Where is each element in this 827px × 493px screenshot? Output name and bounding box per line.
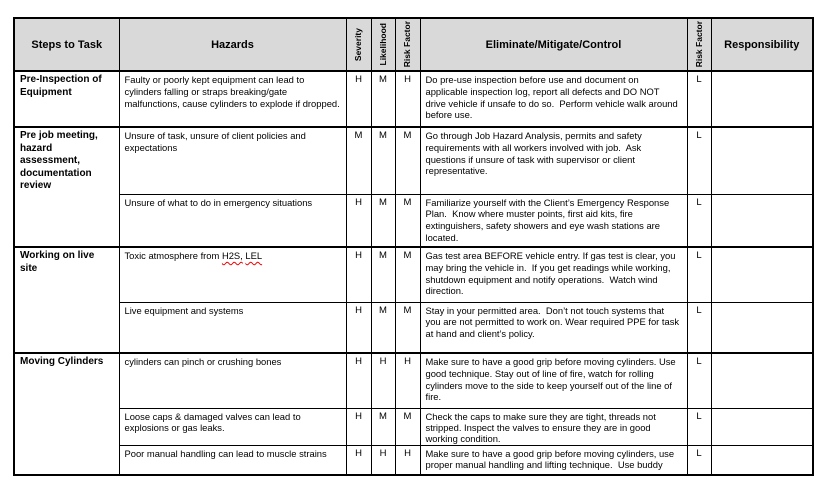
severity-cell: H (346, 194, 371, 247)
responsibility-cell (711, 445, 813, 475)
responsibility-cell (711, 408, 813, 445)
table-row (14, 445, 813, 475)
control-cell: Gas test area BEFORE vehicle entry. If gas test is clear, you may bring the vehicle in. If you get readings while working, shutdown equipment and notify operations. Watch wind direction. (420, 247, 687, 302)
severity-cell: H (346, 445, 371, 475)
col-header-hazards: Hazards (119, 18, 346, 71)
col-header-risk-factor-residual (687, 18, 711, 71)
col-header-steps-to-task: Steps to Task (14, 18, 119, 71)
steps-cell: Working on live site (14, 247, 119, 353)
residual-risk-factor-vertical-label: Risk Factor (693, 21, 704, 68)
likelihood-vertical-label: Likelihood (377, 23, 388, 66)
severity-cell: M (346, 127, 371, 194)
residual-risk-cell: L (687, 445, 711, 475)
risk-factor-cell: M (395, 127, 420, 194)
control-cell: Make sure to have a good grip before moving cylinders. Use good technique. Stay out of line of fire, watch for rolling cylinders move to the side to keep yourself out of the line of fire. (420, 353, 687, 408)
control-cell (420, 445, 687, 475)
residual-risk-cell: L (687, 194, 711, 247)
table-row (14, 353, 813, 408)
severity-cell: H (346, 71, 371, 127)
residual-risk-cell: L (687, 71, 711, 127)
table-row (14, 194, 813, 247)
clipped-control-text: Make sure to have a good grip before moving cylinders, use proper manual handling and lifting technique. Use buddy (425, 447, 677, 471)
col-header-risk-factor (395, 18, 420, 71)
residual-risk-cell: L (687, 247, 711, 302)
job-hazard-analysis-table (13, 17, 814, 476)
table-row (14, 71, 813, 127)
risk-factor-cell: M (395, 408, 420, 445)
hazard-cell: Loose caps & damaged valves can lead to explosions or gas leaks. (119, 408, 346, 445)
likelihood-cell: M (371, 302, 395, 353)
responsibility-cell (711, 353, 813, 408)
responsibility-cell (711, 194, 813, 247)
responsibility-cell (711, 247, 813, 302)
likelihood-cell: M (371, 127, 395, 194)
responsibility-cell (711, 127, 813, 194)
responsibility-cell (711, 71, 813, 127)
likelihood-cell: M (371, 194, 395, 247)
col-header-responsibility: Responsibility (711, 18, 813, 71)
steps-cell: Pre-Inspection of Equipment (14, 71, 119, 127)
table-row (14, 247, 813, 302)
severity-cell: H (346, 247, 371, 302)
table-row (14, 127, 813, 194)
control-cell: Stay in your permitted area. Don’t not touch systems that you are not permitted to work on. Wear required PPE for task at hand and client’s policy. (420, 302, 687, 353)
risk-factor-cell: M (395, 302, 420, 353)
severity-cell: H (346, 408, 371, 445)
hazard-cell: Unsure of what to do in emergency situations (119, 194, 346, 247)
severity-cell: H (346, 353, 371, 408)
likelihood-cell: M (371, 247, 395, 302)
header-row (14, 18, 813, 71)
hazard-cell: Live equipment and systems (119, 302, 346, 353)
risk-factor-cell: H (395, 353, 420, 408)
hazard-cell: cylinders can pinch or crushing bones (119, 353, 346, 408)
hazard-cell: Poor manual handling can lead to muscle strains (119, 445, 346, 475)
control-cell: Do pre-use inspection before use and document on applicable inspection log, report all defects and DO NOT drive vehicle if unsafe to do so. Perform vehicle walk around before use. (420, 71, 687, 127)
severity-cell: H (346, 302, 371, 353)
control-cell: Familiarize yourself with the Client’s Emergency Response Plan. Know where muster points, first aid kits, fire extinguishers, safety showers and eye wash stations are located. (420, 194, 687, 247)
severity-vertical-label: Severity (353, 27, 364, 62)
col-header-severity (346, 18, 371, 71)
responsibility-cell (711, 302, 813, 353)
misspelled-word: H2S, (221, 250, 243, 261)
residual-risk-cell: L (687, 302, 711, 353)
hazard-cell: Unsure of task, unsure of client policies and expectations (119, 127, 346, 194)
table-row (14, 302, 813, 353)
risk-factor-cell: M (395, 194, 420, 247)
misspelled-word: LEL (245, 250, 263, 261)
risk-factor-cell: H (395, 71, 420, 127)
risk-factor-cell: M (395, 247, 420, 302)
risk-factor-cell: H (395, 445, 420, 475)
steps-cell: Moving Cylinders (14, 353, 119, 475)
residual-risk-cell: L (687, 353, 711, 408)
col-header-likelihood (371, 18, 395, 71)
table-row (14, 408, 813, 445)
likelihood-cell: M (371, 408, 395, 445)
residual-risk-cell: L (687, 127, 711, 194)
likelihood-cell: H (371, 445, 395, 475)
control-cell: Check the caps to make sure they are tight, threads not stripped. Inspect the valves to ensure they are in good working condition. (420, 408, 687, 445)
col-header-eliminate-mitigate-control: Eliminate/Mitigate/Control (420, 18, 687, 71)
hazard-cell (119, 247, 346, 302)
hazard-cell: Faulty or poorly kept equipment can lead to cylinders falling or straps breaking/gate malfunctions, cause cylinders to explode if dropped. (119, 71, 346, 127)
likelihood-cell: M (371, 71, 395, 127)
likelihood-cell: H (371, 353, 395, 408)
risk-factor-vertical-label: Risk Factor (402, 21, 413, 68)
hazard-text: Toxic atmosphere from (124, 250, 222, 261)
steps-cell: Pre job meeting, hazard assessment, documentation review (14, 127, 119, 247)
control-cell: Go through Job Hazard Analysis, permits and safety requirements with all workers involved with job. Ask questions if unsure of task with supervisor or client representative. (420, 127, 687, 194)
residual-risk-cell: L (687, 408, 711, 445)
